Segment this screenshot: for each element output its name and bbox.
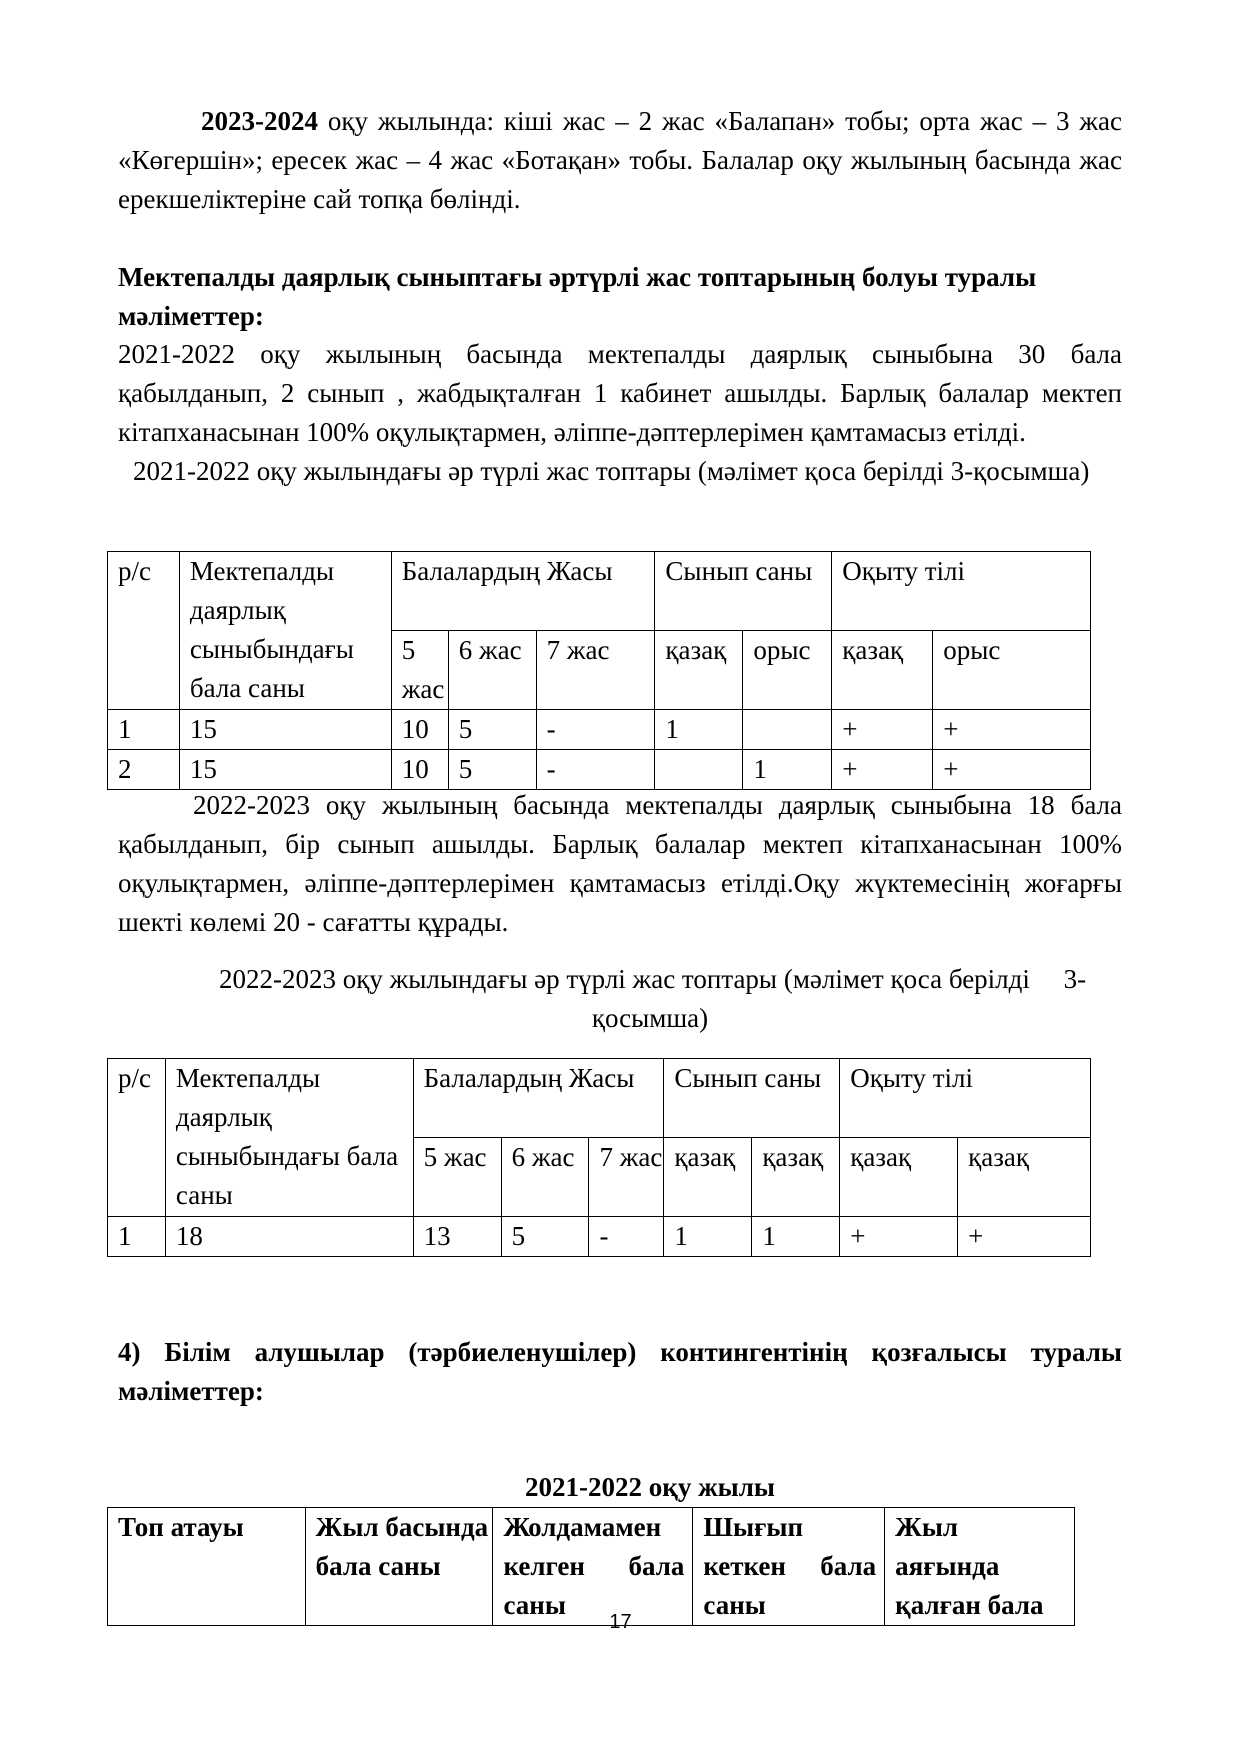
cell-age-5: 10	[391, 750, 448, 790]
cell-age-5: 13	[413, 1217, 501, 1257]
cell-number: 1	[108, 1217, 166, 1257]
header-rs: р/с	[108, 552, 180, 710]
header-lang-russian: орыс	[933, 631, 1091, 710]
age-groups-table-2021	[107, 551, 1091, 790]
header-group-name: Топ атауы	[108, 1508, 306, 1626]
cell-age-7: -	[536, 750, 655, 790]
para-2022-line1: 2022-2023 оқу жылының басында мектепалды даярлық сыныбына 18 бала	[193, 790, 1122, 820]
table2-caption-line2: қосымша)	[591, 1003, 709, 1033]
para-2022-line3: оқулықтармен, әліппе-дәптерлерімен қамтамасыз етілді.Оқу жүктемесінің жоғарғы	[118, 868, 1122, 898]
intro-paragraph	[118, 102, 1122, 219]
table2-caption-line1: 2022-2023 оқу жылындағы әр түрлі жас топтары (мәлімет қоса берілді 3-	[219, 964, 1087, 994]
cell-class-russian: 1	[743, 750, 832, 790]
cell-lang-b: +	[958, 1217, 1091, 1257]
section4-heading-text: 4) Білім алушылар (тәрбиеленушілер) контингентінің қозғалысы туралы мәліметтер:	[118, 1337, 1122, 1406]
cell-age-6: 5	[501, 1217, 589, 1257]
cell-age-6: 5	[448, 750, 536, 790]
header-age-5: 5 жас	[413, 1138, 501, 1217]
header-age-5: 5 жас	[391, 631, 448, 710]
cell-child-count: 15	[179, 750, 391, 790]
header-start-count: Жыл басында бала саны	[305, 1508, 493, 1626]
table-row	[108, 750, 1091, 790]
age-groups-table-2022	[107, 1058, 1091, 1257]
cell-class-kazakh	[655, 750, 743, 790]
header-class-kazakh-2: қазақ	[752, 1138, 840, 1217]
cell-class-russian	[743, 710, 832, 750]
cell-class-a: 1	[664, 1217, 752, 1257]
header-child-count: Мектепалды даярлық сыныбындағы бала саны	[165, 1059, 413, 1217]
header-age-7: 7 жас	[536, 631, 655, 710]
cell-lang-a: +	[840, 1217, 958, 1257]
cell-class-b: 1	[752, 1217, 840, 1257]
header-language: Оқыту тілі	[832, 552, 1091, 631]
header-age-6: 6 жас	[501, 1138, 589, 1217]
header-class-count: Сынып саны	[664, 1059, 840, 1138]
cell-age-7: -	[536, 710, 655, 750]
page-number: 17	[609, 1611, 632, 1633]
header-end-count	[885, 1508, 1075, 1626]
cell-child-count: 15	[179, 710, 391, 750]
table-row	[108, 710, 1091, 750]
section-heading: Мектепалды даярлық сыныптағы әртүрлі жас топтарының болуы туралы мәліметтер:	[118, 262, 1037, 331]
header-lang-kazakh-2: қазақ	[958, 1138, 1091, 1217]
header-referred-count-text: Жолдамамен келген бала саны	[503, 1512, 685, 1620]
para-2022-line4: шекті көлемі 20 - сағатты құрады.	[118, 907, 509, 937]
section4-heading-line1	[118, 1333, 1122, 1411]
cell-child-count: 18	[165, 1217, 413, 1257]
cell-number: 2	[108, 750, 180, 790]
cell-lang-russian: +	[933, 750, 1091, 790]
header-lang-kazakh: қазақ	[832, 631, 933, 710]
cell-number: 1	[108, 710, 180, 750]
header-left-count	[693, 1508, 885, 1626]
cell-age-7: -	[589, 1217, 664, 1257]
header-referred-count	[493, 1508, 693, 1626]
header-child-count: Мектепалды даярлық сыныбындағы бала саны	[179, 552, 391, 710]
cell-age-6: 5	[448, 710, 536, 750]
header-class-kazakh: қазақ	[664, 1138, 752, 1217]
intro-text: оқу жылында: кіші жас – 2 жас «Балапан» тобы; орта жас – 3 жас «Көгершін»; ересек жас – 4 жас «Ботақан» тобы. Балалар оқу жылының басында жас ерекшеліктеріне сай топқа бөлінді.	[118, 106, 1122, 214]
table3-title: 2021-2022 оқу жылы	[525, 1472, 775, 1502]
table-row	[108, 1217, 1091, 1257]
header-rs: р/с	[108, 1059, 166, 1217]
table1-caption: 2021-2022 оқу жылындағы әр түрлі жас топтары (мәлімет қоса берілді 3-қосымша)	[133, 456, 1090, 486]
cell-lang-russian: +	[933, 710, 1091, 750]
header-class-count: Сынып саны	[655, 552, 832, 631]
header-class-russian: орыс	[743, 631, 832, 710]
contingent-table-2021	[107, 1507, 1075, 1626]
cell-lang-kazakh: +	[832, 710, 933, 750]
header-class-kazakh: қазақ	[655, 631, 743, 710]
para-2022-line2: қабылданып, бір сынып ашылды. Барлық балалар мектеп кітапханасынан 100%	[118, 829, 1122, 859]
cell-class-kazakh: 1	[655, 710, 743, 750]
header-age-6: 6 жас	[448, 631, 536, 710]
header-left-count-text: Шығып кеткен бала саны	[703, 1512, 877, 1620]
header-lang-kazakh: қазақ	[840, 1138, 958, 1217]
cell-lang-kazakh: +	[832, 750, 933, 790]
header-age: Балалардың Жасы	[413, 1059, 664, 1138]
para-2021-line2: қабылданып, 2 сынып , жабдықталған 1 кабинет ашылды. Барлық балалар мектеп	[118, 378, 1122, 408]
header-age: Балалардың Жасы	[391, 552, 655, 631]
header-language: Оқыту тілі	[840, 1059, 1091, 1138]
para-2021-line3: кітапханасынан 100% оқулықтармен, әліппе-дәптерлерімен қамтамасыз етілді.	[118, 417, 1026, 447]
intro-year: 2023-2024	[201, 106, 318, 136]
cell-age-5: 10	[391, 710, 448, 750]
header-end-count-text: Жыл аяғында қалған бала	[895, 1512, 1044, 1620]
para-2021-line1: 2021-2022 оқу жылының басында мектепалды даярлық сыныбына 30 бала	[118, 339, 1122, 369]
header-age-7: 7 жас	[589, 1138, 664, 1217]
